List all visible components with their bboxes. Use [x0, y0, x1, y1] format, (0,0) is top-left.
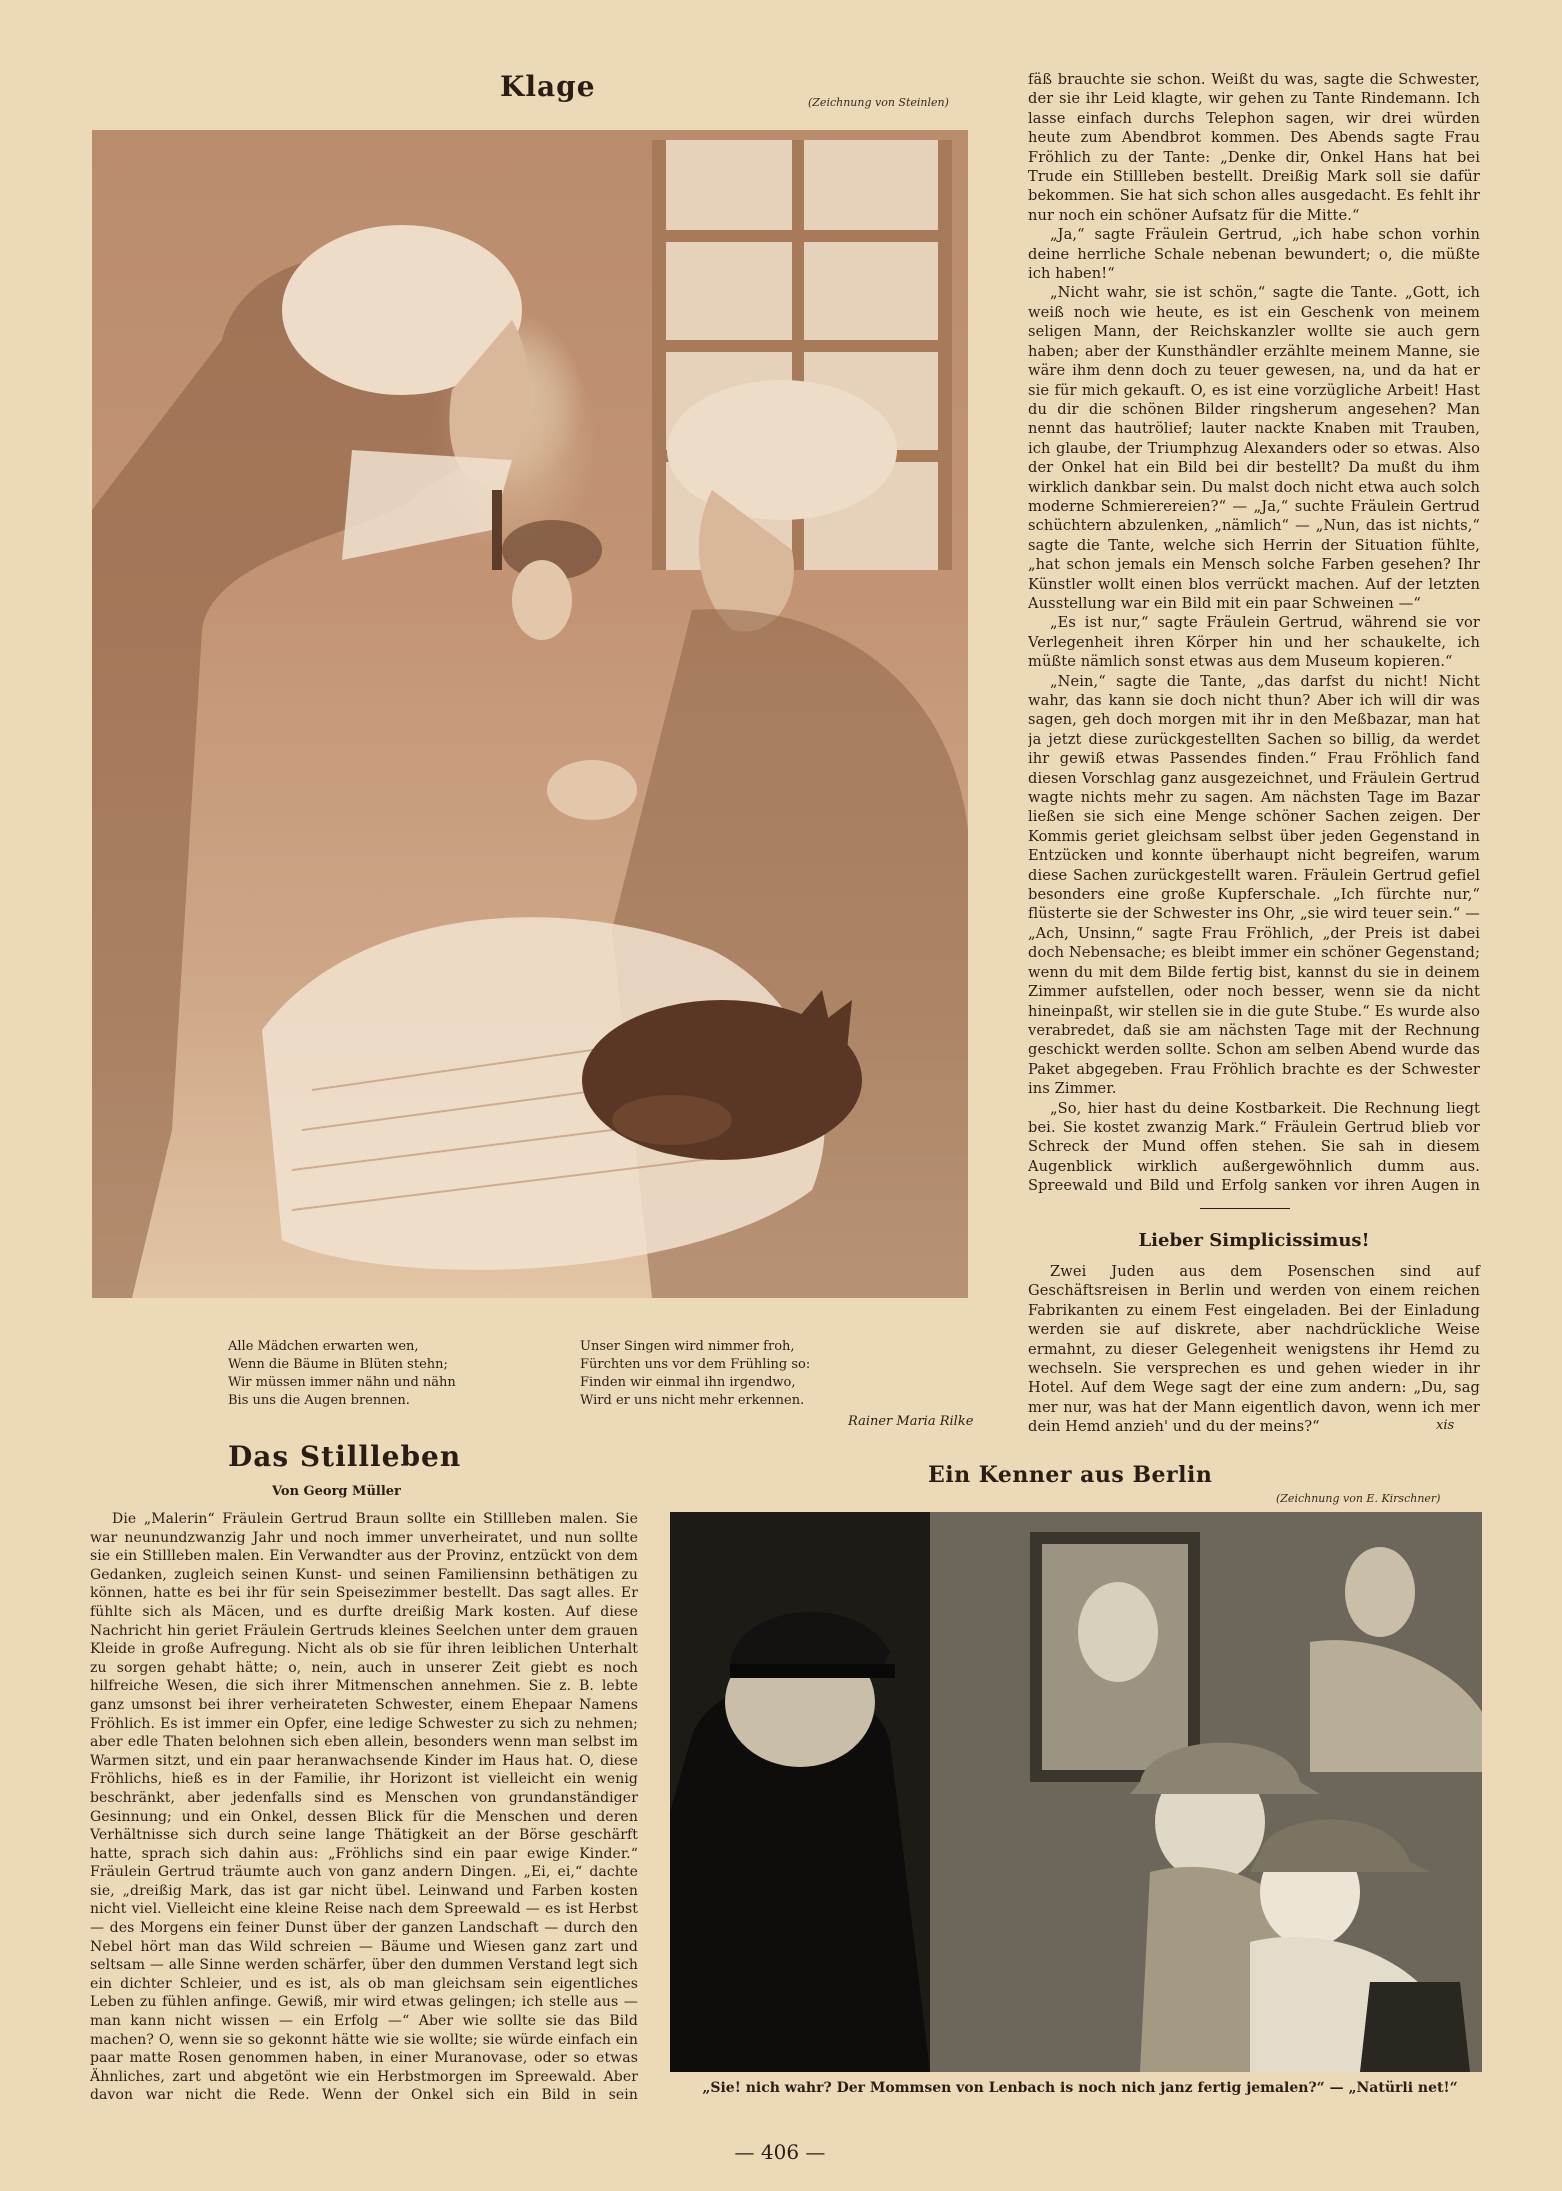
- poem-line: Wird er uns nicht mehr erkennen.: [580, 1393, 805, 1408]
- paragraph: „Es ist nur,“ sagte Fräulein Gertrud, während sie vor Verlegenheit ihren Körper hin und her schaukelte, ich müßte nämlich sonst etwas aus dem Museum kopieren.“: [1028, 614, 1480, 671]
- story-continuation: [1028, 70, 1480, 1195]
- poem-line: Wenn die Bäume in Blüten stehn;: [228, 1357, 448, 1372]
- lieber-title: Lieber Simplicissimus!: [1138, 1230, 1370, 1251]
- poem-right: [580, 1338, 810, 1410]
- lieber-text: [1028, 1262, 1480, 1437]
- stillleben-text: [90, 1510, 638, 2106]
- paragraph: „So, hier hast du deine Kostbarkeit. Die Rechnung liegt bei. Sie kostet zwanzig Mark.“ Fräulein Gertrud blieb vor Schreck der Mund offen stehen. Sie sah in diesem Augenblick wirklich außergewöhnlich dumm aus. Spreewald und Bild und Erfolg sanken vor ihren Augen in: [1028, 1099, 1480, 1195]
- poem-left: [228, 1338, 456, 1410]
- paragraph: fäß brauchte sie schon. Weißt du was, sagte die Schwester, der sie ihr Leid klagte, wir gehen zu Tante Rindemann. Ich lasse einfach durchs Telephon sagen, wir drei würden heute zum Abendbrot kommen. Des Abends sagte Frau Fröhlich zu der Tante: „Denke dir, Onkel Hans hat bei Trude ein Stillleben bestellt. Dreißig Mark soll sie dafür bekommen. Sie hat sich schon alles ausgedacht. Es fehlt ihr nur noch ein schöner Aufsatz für die Mitte.“: [1028, 71, 1480, 224]
- poem-line: Bis uns die Augen brennen.: [228, 1393, 410, 1408]
- poem-author: Rainer Maria Rilke: [848, 1414, 974, 1429]
- kenner-illustration: [670, 1512, 1482, 2072]
- stillleben-title: Das Stillleben: [228, 1440, 462, 1473]
- paragraph: „Nein,“ sagte die Tante, „das darfst du nicht! Nicht wahr, das kann sie doch nicht thun? Aber ich will dir was sagen, geh doch morgen mit ihr in den Meßbazar, man hat ja jetzt diese zurückgestellten Sachen so billig, da werdet ihr gewiß etwas Passendes finden.“ Frau Fröhlich fand diesen Vorschlag ganz ausgezeichnet, und Fräulein Gertrud wagte nichts mehr zu sagen. Am nächsten Tage im Bazar ließen sie sich eine Menge schöner Sachen zeigen. Der Kommis geriet gleichsam selbst über jeden Gegenstand in Entzücken und konnte überhaupt nicht begreifen, warum diese Sachen zurückgestellt waren. Fräulein Gertrud gefiel besonders eine große Kupferschale. „Ich fürchte nur,“ flüsterte sie der Schwester ins Ohr, „sie wird teuer sein.“ — „Ach, Unsinn,“ sagte Frau Fröhlich, „der Preis ist dabei doch Nebensache; es bleibt immer ein schöner Gegenstand; wenn du mit dem Bilde fertig bist, kannst du sie in deinem Zimmer aufstellen, oder noch besser, wenn sie da nicht hineinpaßt, wir stellen sie in die gute Stube.“ Es wurde also verabredet, daß sie am nächsten Tage mit der Rechnung geschickt werden sollte. Schon am selben Abend wurde das Paket abgegeben. Frau Fröhlich brachte es der Schwester ins Zimmer.: [1028, 672, 1480, 1098]
- poem-line: Wir müssen immer nähn und nähn: [228, 1375, 456, 1390]
- page-number: — 406 —: [734, 2140, 826, 2164]
- poem-line: Fürchten uns vor dem Frühling so:: [580, 1357, 811, 1372]
- paragraph: Die „Malerin“ Fräulein Gertrud Braun sollte ein Stillleben malen. Sie war neunundzwanzig Jahr und noch immer unverheiratet, und nun sollte sie ein Stillleben malen. Ein Verwandter aus der Provinz, entzückt von dem Gedanken, zugleich seinen Kunst- und seinen Familiensinn bethätigen zu können, hatte es bei ihr für sein Speisezimmer bestellt. Das sagt alles. Er fühlte sich als Mäcen, und es durfte dreißig Mark kosten. Auf diese Nachricht hin geriet Fräulein Gertruds kleines Seelchen unter dem grauen Kleide in große Aufregung. Nicht als ob sie für ihren leiblichen Unterhalt zu sorgen gehabt hätte; o, nein, auch in unserer Zeit giebt es noch hilfreiche Wesen, die sich ihrer Mitmenschen annehmen. Sie z. B. lebte ganz umsonst bei ihrer verheirateten Schwester, einem Ehepaar Namens Fröhlich. Es ist immer ein Opfer, eine ledige Schwester zu sich zu nehmen; aber edle Thaten belohnen sich eben allein, besonders wenn man selbst im Warmen sitzt, und ein paar heranwachsende Kinder im Haus hat. O, diese Fröhlichs, hieß es in der Familie, ihr Horizont ist vielleicht ein wenig beschränkt, aber jedenfalls sind es Menschen von grundanständiger Gesinnung; und ein Onkel, dessen Blick für die Menschen und deren Verhältnisse sich durch seine lange Thätigkeit an der Börse geschärft hatte, sprach sich dahin aus: „Fröhlichs sind ein paar ewige Kinder.“ Fräulein Gertrud träumte auch von ganz andern Dingen. „Ei, ei,“ dachte sie, „dreißig Mark, das ist gar nicht übel. Leinwand und Farben kosten nicht viel. Vielleicht eine kleine Reise nach dem Spreewald — es ist Herbst — des Morgens ein feiner Dunst über der ganzen Landschaft — durch den Nebel hört man das Wild schreien — Bäume und Wiesen ganz zart und seltsam — alle Sinne werden schärfer, über den dummen Verstand legt sich ein dichter Schleier, und es ist, als ob man gleichsam sein eigentliches Leben zu fühlen anfinge. Gewiß, mir wird etwas gelingen; ich stelle aus — man kann nicht wissen — ein Erfolg —“ Aber wie sollte sie das Bild machen? O, wenn sie so gekonnt hätte wie sie wollte; sie würde einfach ein paar matte Rosen genommen haben, in einer Muranovase, oder so etwas Ähnliches, zart und abgetönt wie ein Herbstmorgen im Spreewald. Aber davon war nicht die Rede. Wenn der Onkel sich ein Bild in sein: [90, 1511, 638, 2104]
- stillleben-byline: Von Georg Müller: [272, 1484, 401, 1499]
- lieber-signature: xis: [1436, 1418, 1455, 1433]
- poem-line: Unser Singen wird nimmer froh,: [580, 1339, 795, 1354]
- kenner-credit: (Zeichnung von E. Kirschner): [1276, 1492, 1441, 1505]
- poem-line: Finden wir einmal ihn irgendwo,: [580, 1375, 796, 1390]
- paragraph: Zwei Juden aus dem Posenschen sind auf Geschäftsreisen in Berlin und werden von einem reichen Fabrikanten zu einem Fest eingeladen. Bei der Einladung werden sie auf diskrete, aber nachdrückliche Weise ermahnt, zu dieser Gelegenheit wenigstens ihr Hemd zu wechseln. Sie versprechen es und gehen wieder in ihr Hotel. Auf dem Wege sagt der eine zum andern: „Du, sag mer nur, was hat der Mann eigentlich davon, wenn ich mer dein Hemd anzieh' und du der meins?“: [1028, 1263, 1480, 1436]
- kenner-caption: „Sie! nich wahr? Der Mommsen von Lenbach is noch nich janz fertig jemalen?“ — „Natürli net!“: [702, 2080, 1458, 2096]
- klage-title: Klage: [500, 70, 596, 103]
- divider: [1200, 1208, 1290, 1209]
- kenner-title: Ein Kenner aus Berlin: [928, 1462, 1213, 1488]
- klage-illustration: [92, 130, 968, 1298]
- poem-line: Alle Mädchen erwarten wen,: [228, 1339, 419, 1354]
- paragraph: „Ja,“ sagte Fräulein Gertrud, „ich habe schon vorhin deine herrliche Schale nebenan bewundert; o, die müßte ich haben!“: [1028, 226, 1480, 283]
- klage-credit: (Zeichnung von Steinlen): [808, 96, 949, 109]
- paragraph: „Nicht wahr, sie ist schön,“ sagte die Tante. „Gott, ich weiß noch wie heute, es ist ein Geschenk von meinem seligen Mann, der Reichskanzler wollte sie auch gern haben; aber der Kunsthändler erzählte meinem Manne, sie wäre ihm denn doch zu teuer gewesen, na, und da hat er sie für mich gekauft. O, es ist eine vorzügliche Arbeit! Hast du dir die schönen Bilder ringsherum angesehen? Man nennt das hautrölief; lauter nackte Knaben mit Trauben, ich glaube, der Triumphzug Alexanders oder so etwas. Also der Onkel hat ein Bild bei dir bestellt? Da mußt du ihm wirklich dankbar sein. Du malst doch nicht etwa auch solch moderne Schmierereien?“ — „Ja,“ suchte Fräulein Gertrud schüchtern abzulenken, „nämlich“ — „Nun, das ist nichts,“ sagte die Tante, welche sich Herrin der Situation fühlte, „hat schon jemals ein Mensch solche Farben gesehen? Ihr Künstler wollt einen blos verrückt machen. Auf der letzten Ausstellung war ein Bild mit ein paar Schweinen —“: [1028, 284, 1480, 612]
